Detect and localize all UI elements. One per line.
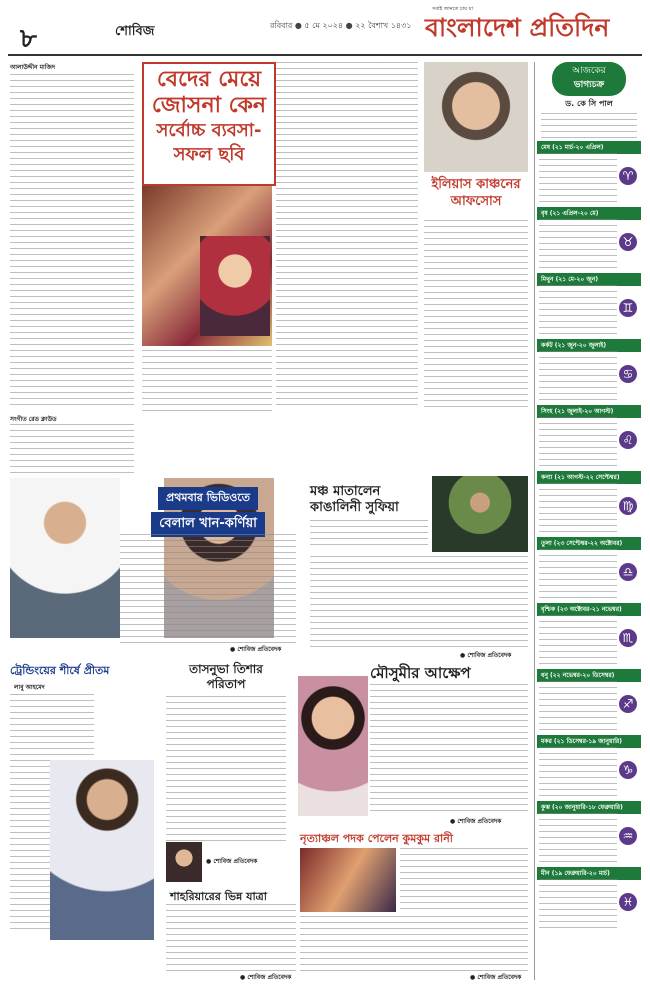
story3-headline-line1: প্রথমবার ভিডিওতে xyxy=(158,487,258,510)
header-rule xyxy=(8,54,642,56)
zodiac-text xyxy=(539,351,617,401)
zodiac-entry xyxy=(537,867,641,933)
horoscope-title-1: আজকের xyxy=(572,66,606,76)
story5-photo-pritom xyxy=(50,760,154,940)
story7-credit: ● শোবিজ প্রতিবেদক xyxy=(450,818,502,825)
newspaper-logo: বাংলাদেশ প্রতিদিন xyxy=(425,13,610,42)
story3-body-text xyxy=(120,534,296,644)
zodiac-text xyxy=(539,153,617,203)
story8-headline: শাহরিয়ারের ভিন্ন যাত্রা xyxy=(170,890,267,903)
zodiac-entry xyxy=(537,273,641,339)
horoscope-intro-text xyxy=(541,113,637,139)
fish-icon: ♓ xyxy=(619,893,637,911)
story3-headline-line2: বেলাল খান-কর্ণিয়া xyxy=(151,512,265,537)
story9-headline: নৃত্যাঞ্চল পদক পেলেন কুমকুম রানী xyxy=(300,832,453,845)
brand-tagline: সবাই জানতে চায় যা xyxy=(432,6,473,12)
page-number: ৮ xyxy=(20,24,37,54)
zodiac-text xyxy=(539,681,617,731)
horoscope-column xyxy=(534,62,643,980)
story1-body-text-4 xyxy=(276,62,418,410)
zodiac-text xyxy=(539,615,617,665)
story1-photo-actress xyxy=(200,236,270,336)
zodiac-sign-heading: সিংহ (২১ জুলাই-২০ আগস্ট) xyxy=(537,405,641,418)
story7-body-text xyxy=(370,684,528,814)
zodiac-text xyxy=(539,483,617,533)
maiden-icon: ♍ xyxy=(619,497,637,515)
story9-body-text-2 xyxy=(300,916,528,972)
story5-byline: লাবু আহমেদ xyxy=(14,684,45,691)
zodiac-entry xyxy=(537,669,641,735)
story9-credit: ● শোবিজ প্রতিবেদক xyxy=(470,974,522,981)
crab-icon: ♋ xyxy=(619,365,637,383)
scorpion-icon: ♏ xyxy=(619,629,637,647)
zodiac-sign-heading: কুম্ভ (২০ জানুয়ারি-১৮ ফেব্রুয়ারি) xyxy=(537,801,641,814)
story6-headline-line1: তাসনুভা তিশার xyxy=(189,662,263,676)
goat-icon: ♑ xyxy=(619,761,637,779)
zodiac-entry xyxy=(537,141,641,207)
story1-body-text-2 xyxy=(10,424,134,474)
story1-headline-box xyxy=(142,62,276,186)
story2-headline xyxy=(424,176,528,216)
story4-headline-line2: কাঙালিনী সুফিয়া xyxy=(310,500,399,515)
story6-headline-line2: পরিতাপ xyxy=(206,677,246,691)
zodiac-entry xyxy=(537,603,641,669)
scales-icon: ♎ xyxy=(619,563,637,581)
story2-headline-line2: আফসোস xyxy=(450,194,502,209)
zodiac-text xyxy=(539,285,617,335)
horoscope-title-2: ভাগ্যচক্র xyxy=(573,80,605,90)
section-name: শোবিজ xyxy=(115,24,155,39)
zodiac-sign-heading: কর্কট (২১ জুন-২০ জুলাই) xyxy=(537,339,641,352)
story1-headline-line4: সফল ছবি xyxy=(173,144,245,165)
bull-icon: ♉ xyxy=(619,233,637,251)
zodiac-text xyxy=(539,813,617,863)
story6-photo-tisha xyxy=(166,842,202,882)
ram-icon: ♈ xyxy=(619,167,637,185)
zodiac-text xyxy=(539,219,617,269)
zodiac-sign-heading: তুলা (২৩ সেপ্টেম্বর-২২ অক্টোবর) xyxy=(537,537,641,550)
story6-body-text xyxy=(166,696,286,842)
zodiac-entry xyxy=(537,537,641,603)
zodiac-entry xyxy=(537,801,641,867)
story9-body-text xyxy=(400,848,528,912)
issue-date: রবিবার ● ৫ মে ২০২৪ ● ২২ বৈশাখ ১৪৩১ xyxy=(270,21,412,30)
story8-body-text xyxy=(166,904,296,972)
zodiac-sign-heading: কন্যা (২১ আগস্ট-২২ সেপ্টেম্বর) xyxy=(537,471,641,484)
story4-lead-text xyxy=(310,520,428,550)
story6-headline xyxy=(166,662,286,692)
zodiac-text xyxy=(539,879,617,929)
zodiac-sign-heading: মেষ (২১ মার্চ-২০ এপ্রিল) xyxy=(537,141,641,154)
story5-headline: ট্রেন্ডিংয়ের শীর্ষে প্রীতম xyxy=(10,664,110,677)
story1-subhead: সংগীত রেড ক্লাউড xyxy=(10,416,57,423)
zodiac-sign-heading: মীন (১৯ ফেব্রুয়ারি-২০ মার্চ) xyxy=(537,867,641,880)
story2-photo-ilias-kanchan xyxy=(424,62,528,172)
zodiac-sign-heading: মকর (২১ ডিসেম্বর-১৯ জানুয়ারি) xyxy=(537,735,641,748)
story8-credit: ● শোবিজ প্রতিবেদক xyxy=(240,974,292,981)
zodiac-sign-heading: মিথুন (২১ মে-২০ জুন) xyxy=(537,273,641,286)
zodiac-entry xyxy=(537,471,641,537)
story3-photo-belal-khan xyxy=(10,478,120,638)
story3-headline xyxy=(120,486,296,531)
zodiac-entry xyxy=(537,339,641,405)
story1-headline-line3: সর্বোচ্চ ব্যবসা- xyxy=(156,120,262,141)
zodiac-entry xyxy=(537,207,641,273)
story9-photo-kumkum-rani xyxy=(300,848,396,912)
zodiac-text xyxy=(539,549,617,599)
story1-headline-line1: বেদের মেয়ে xyxy=(156,67,262,92)
zodiac-entry xyxy=(537,405,641,471)
story4-photo-sufia xyxy=(432,476,528,552)
story4-credit: ● শোবিজ প্রতিবেদক xyxy=(460,652,512,659)
archer-icon: ♐ xyxy=(619,695,637,713)
zodiac-text xyxy=(539,747,617,797)
story4-headline xyxy=(310,484,430,516)
horoscope-badge xyxy=(552,62,626,96)
water-bearer-icon: ♒ xyxy=(619,827,637,845)
zodiac-entry xyxy=(537,735,641,801)
horoscope-author: ড. কে সি পাল xyxy=(565,99,613,108)
zodiac-text xyxy=(539,417,617,467)
zodiac-sign-heading: বৃশ্চিক (২৩ অক্টোবর-২১ নভেম্বর) xyxy=(537,603,641,616)
story6-credit: ● শোবিজ প্রতিবেদক xyxy=(206,858,258,865)
story1-body-text-3 xyxy=(142,350,272,412)
story1-byline: আলাউদ্দীন মাজিদ xyxy=(10,64,56,71)
zodiac-sign-heading: বৃষ (২১ এপ্রিল-২০ মে) xyxy=(537,207,641,220)
story7-headline: মৌসুমীর আক্ষেপ xyxy=(370,664,471,682)
zodiac-list xyxy=(535,141,643,933)
zodiac-sign-heading: ধনু (২২ নভেম্বর-২০ ডিসেম্বর) xyxy=(537,669,641,682)
story1-headline-line2: জোসনা কেন xyxy=(151,93,267,118)
story2-body-text xyxy=(424,220,528,412)
lion-icon: ♌ xyxy=(619,431,637,449)
story3-credit: ● শোবিজ প্রতিবেদক xyxy=(230,646,282,653)
story4-body-text xyxy=(310,556,528,650)
story1-body-text xyxy=(10,74,134,410)
story2-headline-line1: ইলিয়াস কাঞ্চনের xyxy=(431,177,521,192)
twins-icon: ♊ xyxy=(619,299,637,317)
story4-headline-line1: মঞ্চ মাতালেন xyxy=(310,484,381,499)
story7-photo-moushumi xyxy=(298,676,368,816)
